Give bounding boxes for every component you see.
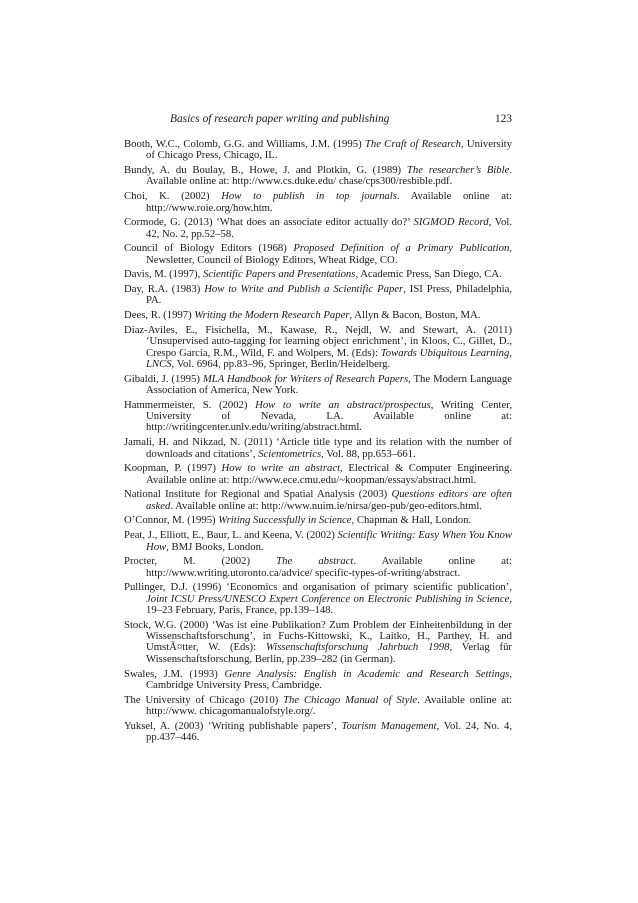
reference-italic-text: Writing the Modern Research Paper — [194, 309, 350, 322]
reference-text: Bundy, A. du Boulay, B., Howe, J. and Plotkin, G. (1989) — [124, 164, 407, 177]
reference-italic-text: Scientometrics — [258, 447, 322, 460]
reference-text: , Allyn & Bacon, Boston, MA. — [349, 309, 481, 322]
running-title: Basics of research paper writing and publishing — [170, 113, 390, 125]
reference-entry — [124, 489, 512, 512]
reference-text: Davis, M. (1997), — [124, 268, 203, 281]
reference-text: , Electrical & Computer Engineering. Available online at: http://www.ece.cmu.edu/~koopman/essays/abstract.html. — [146, 462, 512, 486]
reference-text: Koopman, P. (1997) — [124, 462, 222, 475]
reference-entry — [124, 217, 512, 240]
reference-italic-text: How to Write and Publish a Scientific Paper — [204, 283, 404, 296]
reference-italic-text: Proposed Definition of a Primary Publication — [293, 242, 510, 255]
reference-text: , Vol. 24, No. 4, pp.437–446. — [146, 719, 513, 744]
reference-entry — [124, 582, 512, 616]
reference-text: . Available online at: http://www.nuim.ie/nirsa/geo-pub/geo-editors.html. — [170, 499, 483, 512]
reference-entry — [124, 515, 512, 526]
reference-entry — [124, 310, 512, 321]
reference-italic-text: Tourism Management — [341, 719, 437, 732]
reference-text: Procter, M. (2002) — [124, 555, 277, 568]
reference-text: Day, R.A. (1983) — [124, 283, 205, 296]
reference-entry — [124, 400, 512, 434]
reference-italic-text: How to write an abstract — [221, 462, 341, 475]
reference-italic-text: Scientific Papers and Presentations — [202, 268, 356, 281]
reference-text: , Academic Press, San Diego, CA. — [355, 268, 502, 281]
reference-text: Stock, W.G. (2000) ‘Was ist eine Publikation? Zum Problem der Einheitenbildung in der Wissenschaftsforschung’, in Fuchs-Kittowski, K., Laitko, H., Parthey, H. and UmstÃ¤tter, W. (Eds): — [124, 618, 512, 654]
reference-text: . Available online at: http://www.writing.utoronto.ca/advice/ specific-types-of-writing/abstract. — [146, 555, 512, 579]
reference-text: O’Connor, M. (1995) — [124, 514, 219, 527]
reference-text: Choi, K. (2002) — [124, 190, 222, 203]
reference-text: , Newsletter, Council of Biology Editors, Wheat Ridge, CO. — [146, 242, 512, 266]
reference-italic-text: Writing Successfully in Science — [218, 514, 352, 527]
reference-text: , Chapman & Hall, London. — [351, 514, 472, 527]
reference-text: The University of Chicago (2010) — [124, 693, 284, 706]
reference-italic-text: SIGMOD Record — [413, 216, 489, 229]
reference-italic-text: Wissenschaftsforschung Jahrbuch 1998 — [265, 641, 450, 654]
reference-text: . Available online at: http://www.roie.org/how.htm. — [146, 190, 512, 214]
reference-text: , Cambridge University Press, Cambridge. — [146, 667, 512, 691]
reference-entry — [124, 721, 512, 744]
reference-text: . Available online at: http://www. chicagomanualofstyle.org/. — [146, 693, 513, 717]
reference-text: , ISI Press, Philadelphia, PA. — [146, 283, 512, 307]
reference-italic-text: How to publish in top journals — [221, 190, 397, 203]
reference-text: , The Modern Language Association of America, New York. — [146, 372, 512, 397]
reference-entry — [124, 325, 512, 370]
reference-text: Hammermeister, S. (2002) — [124, 398, 256, 411]
reference-italic-text: LNCS — [146, 357, 172, 370]
reference-text: Yuksel, A. (2003) ‘Writing publishable papers’, — [124, 719, 342, 732]
reference-entry — [124, 139, 512, 162]
reference-list — [124, 139, 512, 747]
reference-italic-text: How to write an abstract/prospectus — [255, 398, 431, 411]
reference-entry — [124, 669, 512, 692]
reference-italic-text: The Chicago Manual of Style — [283, 693, 418, 706]
reference-text: , 19–23 February, Paris, France, pp.139–148. — [146, 592, 512, 617]
reference-italic-text: Questions editors are often asked — [146, 488, 512, 512]
reference-text: , — [509, 346, 512, 359]
reference-entry — [124, 556, 512, 579]
reference-italic-text: The Craft of Research — [364, 138, 461, 150]
reference-text: , Writing Center, University of Nevada, LA. Available online at: http://writingcenter.unlv.edu/writing/abstract.html. — [146, 398, 513, 434]
reference-entry — [124, 620, 512, 665]
reference-text: Council of Biology Editors (1968) — [124, 242, 294, 255]
reference-entry — [124, 243, 512, 266]
reference-entry — [124, 530, 512, 553]
reference-italic-text: Genre Analysis: English in Academic and Research Settings — [224, 667, 510, 680]
reference-entry — [124, 284, 512, 307]
reference-italic-text: The researcher’s Bible — [406, 164, 510, 177]
reference-entry — [124, 165, 512, 188]
reference-italic-text: The abstract — [276, 555, 354, 568]
reference-italic-text: Joint ICSU Press/UNESCO Expert Conference on Electronic Publishing in Science — [146, 592, 510, 605]
reference-text: , BMJ Books, London. — [166, 540, 264, 553]
reference-entry — [124, 191, 512, 214]
reference-italic-text: Scientific Writing: Easy When You Know How — [146, 529, 513, 553]
reference-text: , Vol. 42, No. 2, pp.52–58. — [146, 216, 512, 240]
reference-text: National Institute for Regional and Spatial Analysis (2003) — [124, 488, 392, 501]
reference-text: Booth, W.C., Colomb, G.G. and Williams, J.M. (1995) — [124, 138, 365, 150]
reference-text: Diaz-Aviles, E., Fisichella, M., Kawase, R., Nejdl, W. and Stewart, A. (2011) ‘Unsupervised auto-tagging for learning object enrichment’, in Kloos, C., Gillet, D., Crespo Garcia, R.M., Wild, F. and Wolpers, M. (Eds): — [124, 323, 512, 359]
reference-text: Swales, J.M. (1993) — [124, 667, 225, 680]
reference-text: , Vol. 88, pp.653–661. — [321, 447, 416, 460]
reference-text: Pullinger, D.J. (1996) ‘Economics and organisation of primary scientific publication’, — [124, 581, 512, 594]
reference-text: , University of Chicago Press, Chicago, IL. — [146, 138, 512, 162]
running-header — [124, 113, 512, 129]
reference-entry — [124, 463, 512, 486]
reference-text: . Available online at: http://www.cs.duke.edu/ chase/cps300/resbible.pdf. — [146, 164, 513, 188]
reference-text: Cormode, G. (2013) ‘What does an associate editor actually do?’ — [124, 216, 414, 229]
reference-italic-text: MLA Handbook for Writers of Research Papers — [202, 372, 409, 385]
reference-text: , Verlag für Wissenschaftsforschung, Berlin, pp.239–282 (in German). — [146, 641, 512, 665]
reference-entry — [124, 374, 512, 397]
reference-text: , Vol. 6964, pp.83–96, Springer, Berlin/Heidelberg. — [171, 357, 391, 370]
reference-text: Peat, J., Elliott, E., Baur, L. and Keena, V. (2002) — [124, 529, 338, 542]
reference-entry — [124, 695, 512, 718]
reference-italic-text: Towards Ubiquitous Learning — [380, 346, 510, 359]
reference-entry — [124, 437, 512, 460]
reference-entry — [124, 269, 512, 280]
reference-text: Jamali, H. and Nikzad, N. (2011) ‘Article title type and its relation with the number of downloads and citations’, — [124, 436, 512, 460]
reference-text: Dees, R. (1997) — [124, 309, 195, 322]
page-number: 123 — [494, 113, 512, 125]
reference-text: Gibaldi, J. (1995) — [124, 372, 203, 385]
